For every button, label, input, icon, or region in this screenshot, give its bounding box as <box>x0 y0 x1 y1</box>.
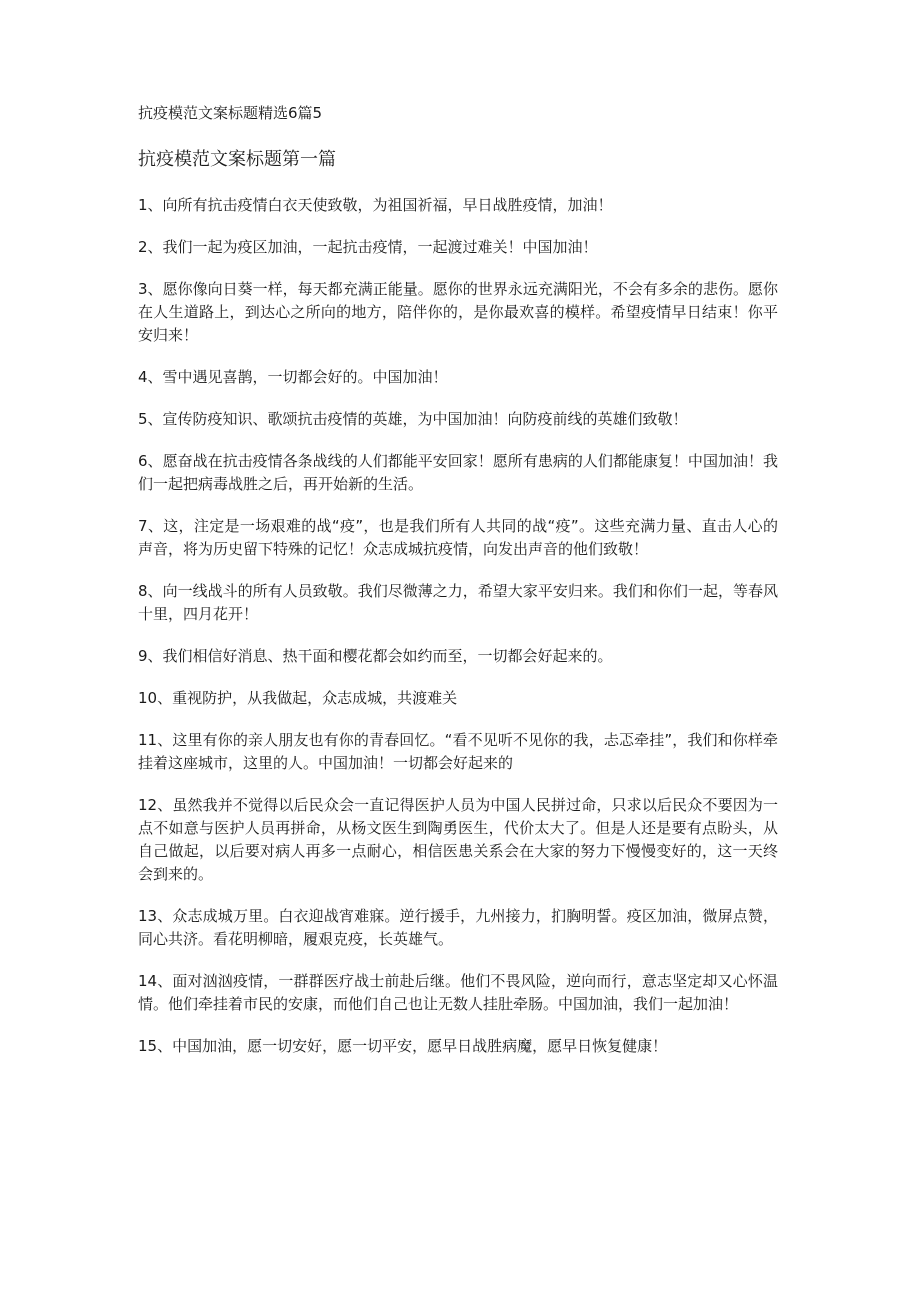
list-item: 9、我们相信好消息、热干面和樱花都会如约而至，一切都会好起来的。 <box>138 647 613 665</box>
list-item: 5、宣传防疫知识、歌颂抗击疫情的英雄，为中国加油！向防疫前线的英雄们致敬！ <box>138 410 688 428</box>
list-item: 2、我们一起为疫区加油，一起抗击疫情，一起渡过难关！中国加油！ <box>138 238 598 256</box>
list-item: 10、重视防护，从我做起，众志成城，共渡难关 <box>138 689 458 707</box>
item-list <box>138 194 778 1077</box>
list-item: 14、面对汹汹疫情，一群群医疗战士前赴后继。他们不畏风险，逆向而行，意志坚定却又心怀温情。他们牵挂着市民的安康，而他们自己也让无数人挂肚牵肠。中国加油，我们一起加油！ <box>138 972 778 1013</box>
list-item: 1、向所有抗击疫情白衣天使致敬，为祖国祈福，早日战胜疫情，加油！ <box>138 196 613 214</box>
list-item: 15、中国加油，愿一切安好，愿一切平安，愿早日战胜病魔，愿早日恢复健康！ <box>138 1037 668 1055</box>
list-item: 7、这，注定是一场艰难的战“疫”，也是我们所有人共同的战“疫”。这些充满力量、直击人心的声音，将为历史留下特殊的记忆！众志成城抗疫情，向发出声音的他们致敬！ <box>138 517 778 558</box>
document-title: 抗疫模范文案标题精选6篇5 <box>138 104 323 122</box>
section-title: 抗疫模范文案标题第一篇 <box>138 149 336 170</box>
list-item: 8、向一线战斗的所有人员致敬。我们尽微薄之力，希望大家平安归来。我们和你们一起，等春风十里，四月花开！ <box>138 582 778 623</box>
list-item: 11、这里有你的亲人朋友也有你的青春回忆。“看不见听不见你的我，忐忑牵挂”，我们和你样牵挂着这座城市，这里的人。中国加油！一切都会好起来的 <box>138 731 778 772</box>
list-item: 12、虽然我并不觉得以后民众会一直记得医护人员为中国人民拼过命，只求以后民众不要因为一点不如意与医护人员再拼命，从杨文医生到陶勇医生，代价太大了。但是人还是要有点盼头，从自己做起，以后要对病人再多一点耐心，相信医患关系会在大家的努力下慢慢变好的，这一天终会到来的。 <box>138 796 778 883</box>
list-item: 3、愿你像向日葵一样，每天都充满正能量。愿你的世界永远充满阳光，不会有多余的悲伤。愿你在人生道路上，到达心之所向的地方，陪伴你的，是你最欢喜的模样。希望疫情早日结束！你平安归来！ <box>138 280 778 344</box>
list-item: 13、众志成城万里。白衣迎战宵难寐。逆行援手，九州接力，扪胸明誓。疫区加油，微屏点赞，同心共济。看花明柳暗，履艰克疫，长英雄气。 <box>138 907 778 948</box>
list-item: 4、雪中遇见喜鹊，一切都会好的。中国加油！ <box>138 368 448 386</box>
list-item: 6、愿奋战在抗击疫情各条战线的人们都能平安回家！愿所有患病的人们都能康复！中国加油！我们一起把病毒战胜之后，再开始新的生活。 <box>138 452 778 493</box>
